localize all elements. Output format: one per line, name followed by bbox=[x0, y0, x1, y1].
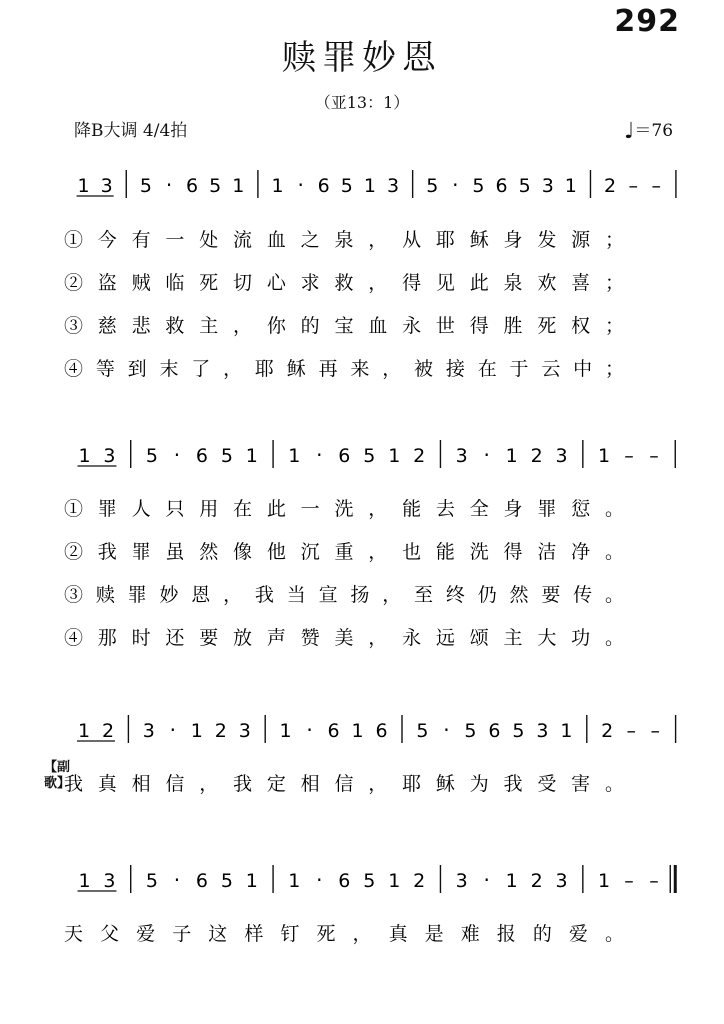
lyric-text: 我真相信，我定相信，耶稣为我受害。 bbox=[64, 773, 624, 795]
note: 1 bbox=[288, 870, 301, 892]
lyric-line-2-1 bbox=[64, 498, 624, 520]
note: 3 bbox=[455, 445, 468, 467]
note: 1 bbox=[505, 445, 518, 467]
tempo-value: ＝76 bbox=[634, 121, 674, 141]
dot-duration: · bbox=[452, 173, 459, 197]
dot-duration: · bbox=[173, 443, 181, 467]
note: 5 bbox=[363, 870, 376, 892]
note: 3 bbox=[555, 445, 568, 467]
note: 1 bbox=[598, 445, 611, 467]
note: 3 bbox=[386, 175, 400, 197]
note: 2 bbox=[413, 445, 426, 467]
lyric-line-2-3 bbox=[64, 584, 624, 606]
note: 5 bbox=[220, 445, 233, 467]
note: 5 bbox=[416, 720, 429, 742]
lyric-text: ④那时还要放声赞美，永远颂主大功。 bbox=[64, 627, 624, 649]
score-system-2 bbox=[77, 440, 675, 468]
note: 2 bbox=[601, 720, 614, 742]
score-system-3 bbox=[77, 715, 676, 743]
note: 2 bbox=[530, 870, 543, 892]
dot-duration: · bbox=[483, 443, 490, 467]
note: 5 bbox=[209, 175, 222, 197]
note: 6 bbox=[375, 720, 388, 742]
dash-hold: – bbox=[651, 175, 662, 197]
lyric-line-3-1 bbox=[64, 773, 624, 795]
note: 6 bbox=[338, 445, 351, 467]
dash-hold: – bbox=[626, 720, 636, 742]
dash-hold: – bbox=[624, 445, 634, 467]
note: 5 bbox=[363, 445, 376, 467]
dot-duration: · bbox=[316, 868, 323, 892]
hymn-title: 赎罪妙恩 bbox=[282, 38, 442, 78]
note: 5 bbox=[464, 720, 477, 742]
note: 6 bbox=[195, 445, 208, 467]
lyric-text: ③赎罪妙恩，我当宣扬，至终仍然要传。 bbox=[64, 584, 625, 606]
scripture-reference: （亚13：1） bbox=[314, 93, 410, 112]
lyric-text: ①罪人只用在此一洗，能去全身罪愆。 bbox=[64, 498, 624, 520]
note: 2 bbox=[101, 720, 115, 742]
lyric-text: ③慈悲救主，你的宝血永世得胜死权； bbox=[64, 315, 624, 337]
note: 2 bbox=[214, 720, 227, 742]
lyric-line-1-2 bbox=[64, 272, 624, 294]
dash-hold: – bbox=[624, 870, 634, 892]
dot-duration: · bbox=[316, 443, 323, 467]
note: 3 bbox=[100, 175, 113, 197]
note: 2 bbox=[604, 175, 617, 197]
note: 1 bbox=[363, 175, 376, 197]
note: 1 bbox=[271, 175, 284, 197]
note: 6 bbox=[186, 175, 199, 197]
note: 6 bbox=[327, 720, 340, 742]
note: 6 bbox=[195, 870, 208, 892]
lyric-line-4-1 bbox=[64, 923, 624, 945]
note: 1 bbox=[245, 445, 258, 467]
note: 3 bbox=[536, 720, 549, 742]
note: 5 bbox=[340, 175, 353, 197]
note: 5 bbox=[512, 720, 525, 742]
note: 5 bbox=[145, 445, 158, 467]
dot-duration: · bbox=[483, 868, 490, 892]
note: 1 bbox=[279, 720, 292, 742]
lyric-line-1-4 bbox=[64, 358, 624, 380]
lyric-text: ①今有一处流血之泉，从耶稣身发源； bbox=[64, 229, 624, 251]
chorus-tag: 【副歌】 bbox=[44, 760, 71, 791]
dot-duration: · bbox=[165, 173, 173, 197]
note: 1 bbox=[245, 870, 258, 892]
dash-hold: – bbox=[650, 720, 660, 742]
note: 1 bbox=[78, 445, 91, 467]
note: 5 bbox=[139, 175, 152, 197]
lyric-line-1-3 bbox=[64, 315, 624, 337]
note: 1 bbox=[388, 445, 401, 467]
note: 1 bbox=[190, 720, 203, 742]
score-system-4 bbox=[77, 865, 675, 893]
lyric-line-1-1 bbox=[64, 229, 624, 251]
lyric-text: ④等到末了，耶稣再来，被接在于云中； bbox=[64, 358, 625, 380]
key-signature: 降B大调 4/4拍 bbox=[74, 121, 188, 141]
note: 5 bbox=[145, 870, 158, 892]
note: 3 bbox=[541, 175, 554, 197]
note: 6 bbox=[488, 720, 501, 742]
quarter-note-icon: ♩ bbox=[624, 119, 635, 144]
note: 3 bbox=[238, 720, 251, 742]
note: 1 bbox=[78, 870, 91, 892]
note: 1 bbox=[77, 175, 90, 197]
note: 1 bbox=[564, 175, 577, 197]
lyric-text: ②盗贼临死切心求救，得见此泉欢喜； bbox=[64, 272, 624, 294]
note: 5 bbox=[518, 175, 531, 197]
dot-duration: · bbox=[169, 718, 176, 742]
note: 1 bbox=[288, 445, 301, 467]
note: 1 bbox=[388, 870, 401, 892]
note: 1 bbox=[598, 870, 611, 892]
note: 1 bbox=[77, 720, 91, 742]
note: 3 bbox=[455, 870, 468, 892]
note: 1 bbox=[505, 870, 518, 892]
note: 1 bbox=[351, 720, 364, 742]
note: 1 bbox=[560, 720, 573, 742]
dot-duration: · bbox=[297, 173, 304, 197]
note: 2 bbox=[413, 870, 426, 892]
note: 3 bbox=[103, 445, 116, 467]
dash-hold: – bbox=[649, 870, 659, 892]
lyric-line-2-4 bbox=[64, 627, 624, 649]
dash-hold: – bbox=[649, 445, 659, 467]
note: 5 bbox=[220, 870, 233, 892]
dash-hold: – bbox=[628, 175, 638, 197]
lyric-text: 天父爱子这样钉死，真是难报的爱。 bbox=[64, 923, 624, 945]
note: 6 bbox=[338, 870, 351, 892]
note: 5 bbox=[426, 175, 439, 197]
note: 1 bbox=[232, 175, 245, 197]
note: 2 bbox=[530, 445, 543, 467]
note: 3 bbox=[142, 720, 155, 742]
note: 6 bbox=[317, 175, 330, 197]
dot-duration: · bbox=[173, 868, 181, 892]
score-system-1 bbox=[77, 170, 676, 198]
dot-duration: · bbox=[443, 718, 450, 742]
lyric-text: ②我罪虽然像他沉重，也能洗得洁净。 bbox=[64, 541, 624, 563]
note: 6 bbox=[495, 175, 508, 197]
dot-duration: · bbox=[306, 718, 313, 742]
lyric-line-2-2 bbox=[64, 541, 624, 563]
note: 5 bbox=[472, 175, 485, 197]
page-number: 292 bbox=[614, 4, 680, 39]
note: 3 bbox=[103, 870, 116, 892]
note: 3 bbox=[555, 870, 568, 892]
